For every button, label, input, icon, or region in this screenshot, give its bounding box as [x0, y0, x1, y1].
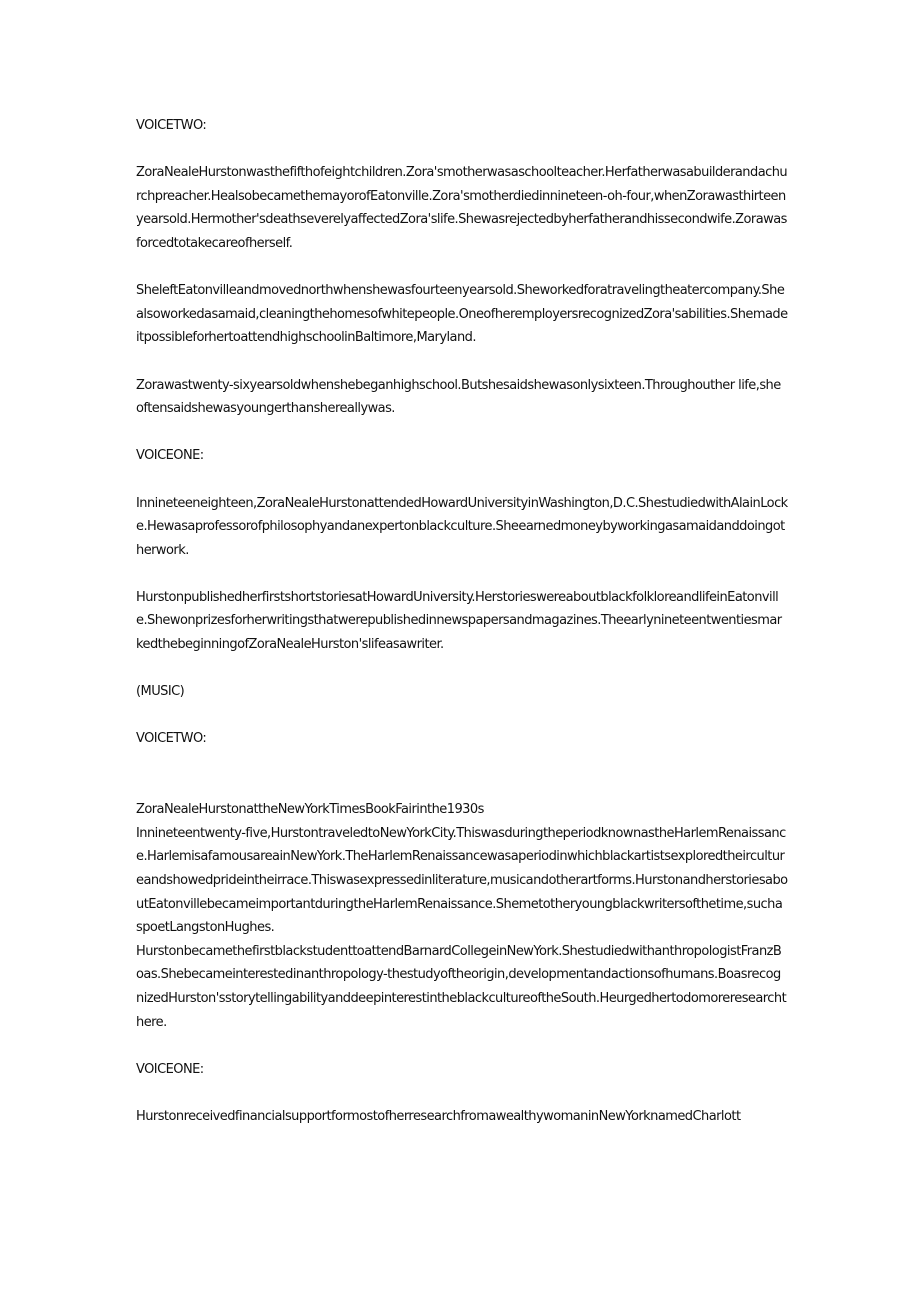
image-caption: ZoraNealeHurstonattheNewYorkTimesBookFairinthe1930s — [136, 802, 484, 818]
music-cue: (MUSIC) — [136, 684, 185, 700]
paragraph: HurstonreceivedfinancialsupportformostofherresearchfromawealthywomaninNewYorknamedCharlott — [136, 1108, 741, 1124]
speaker-label: VOICEONE: — [136, 1061, 204, 1077]
paragraph: Innineteentwenty-five,HurstontraveledtoNewYorkCity.ThiswasduringtheperiodknownastheHarlemRenaissance.HarlemisafamousareainNewYork.TheHarlemRenaissancewasaperiodinwhichblackartistsexploredtheircultureandshowedprideintheirrace.Thiswasexpressedinliterature,musicandotherartforms.HurstonandherstoriesaboutEatonvillebecameimportantduringtheHarlemRenaissance.Shemetotheryoungblackwritersofthetime,suchaspoetLangstonHughes. — [136, 825, 788, 936]
paragraph: HurstonbecamethefirstblackstudenttoattendBarnardCollegeinNewYork.ShestudiedwithanthropologistFranzBoas.Shebecameinterestedinanthropology-thestudyoftheorigin,developmentandactionsofhumans.BoasrecognizedHurston'sstorytellingabilityanddeepinterestintheblackcultureoftheSouth.Heurgedhertodomoreresearchthere. — [136, 943, 787, 1030]
paragraph: HurstonpublishedherfirstshortstoriesatHowardUniversity.HerstorieswereaboutblackfolkloreandlifeinEatonville.Shewonprizesforherwritingsthatwerepublishedinnewspapersandmagazines.TheearlynineteentwentiesmarkedthebeginningofZoraNealeHurston'slifeasawriter. — [136, 589, 782, 653]
speaker-label: VOICETWO: — [136, 731, 207, 747]
paragraph: ZoraNealeHurstonwasthefifthofeightchildren.Zora'smotherwasaschoolteacher.Herfatherwasabuilderandachurchpreacher.HealsobecamethemayorofEatonville.Zora'smotherdiedinnineteen-oh-four,whenZorawasthirteenyearsold.Hermother'sdeathseverelyaffectedZora'slife.Shewasrejectedbyherfatherandhissecondwife.Zorawasforcedtotakecareofherself. — [136, 165, 788, 251]
speaker-label: VOICEONE: — [136, 448, 204, 464]
paragraph: Innineteeneighteen,ZoraNealeHurstonattendedHowardUniversityinWashington,D.C.ShestudiedwithAlainLocke.Hewasaprofessorofphilosophyandanexpertonblackculture.Sheearnedmoneybyworkingasamaidanddoingotherwork. — [136, 495, 788, 558]
document-page — [136, 114, 788, 1152]
speaker-label: VOICETWO: — [136, 118, 207, 133]
image-placeholder — [136, 775, 788, 799]
paragraph: Zorawastwenty-sixyearsoldwhenshebeganhighschool.Butshesaidshewasonlysixteen.Throughouther life,sheoftensaidshewasyoungerthanshereallywas. — [136, 377, 781, 417]
paragraph: SheleftEatonvilleandmovednorthwhenshewasfourteenyearsold.Sheworkedforatravelingtheatercompany.Shealsoworkedasamaid,cleaningthehomesofwhitepeople.OneofheremployersrecognizedZora'sabilities.ShemadeitpossibleforhertoattendhighschoolinBaltimore,Maryland. — [136, 283, 788, 346]
